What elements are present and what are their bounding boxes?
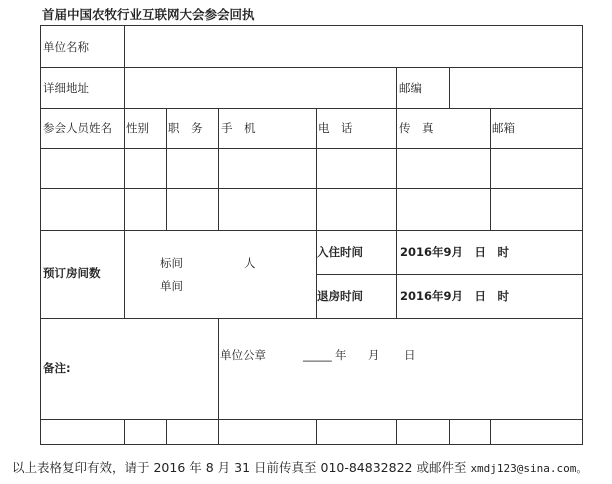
postcode-label: 邮编 <box>399 81 422 95</box>
remarks-label: 备注: <box>43 361 71 375</box>
footer-text: 以上表格复印有效，请于 2016 年 8 月 31 日前传真至 010-84832822 或邮件至 <box>12 460 471 475</box>
header-gender: 性别 <box>126 121 149 135</box>
unit-name-label: 单位名称 <box>43 40 89 54</box>
header-phone: 电 话 <box>318 121 353 135</box>
person-unit-label: 人 <box>244 256 256 270</box>
header-position: 职 务 <box>168 121 203 135</box>
single-room-label: 单间 <box>160 279 183 293</box>
room-booking-label: 预订房间数 <box>43 266 101 280</box>
header-email: 邮箱 <box>492 121 515 135</box>
standard-room-label: 标间 <box>160 256 183 270</box>
seal-day: 日 <box>404 348 416 362</box>
seal-month: 月 <box>368 348 380 362</box>
checkin-value: 2016年9月 日 时 <box>400 245 510 259</box>
header-mobile: 手 机 <box>221 121 256 135</box>
seal-label: 单位公章 <box>220 348 266 362</box>
checkin-label: 入住时间 <box>317 245 363 259</box>
footer-email: xmdj123@sina.com。 <box>470 462 588 475</box>
header-attendee-name: 参会人员姓名 <box>43 121 112 135</box>
footer-note <box>12 458 587 476</box>
checkout-value: 2016年9月 日 时 <box>400 289 510 303</box>
address-label: 详细地址 <box>43 81 89 95</box>
seal-year: 年 <box>335 348 347 362</box>
checkout-label: 退房时间 <box>317 289 363 303</box>
form-title: 首届中国农牧行业互联网大会参会回执 <box>42 7 255 22</box>
header-fax: 传 真 <box>399 121 434 135</box>
seal-year-blank: _____ <box>303 348 332 362</box>
